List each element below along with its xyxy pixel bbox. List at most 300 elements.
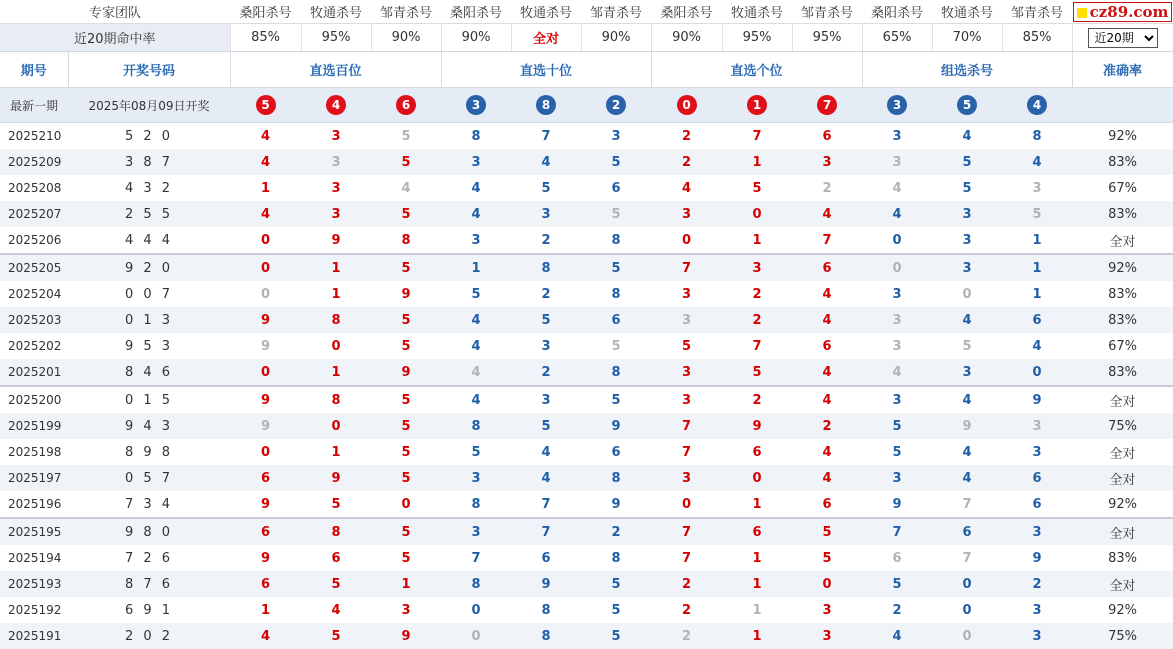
- kill-number: 2: [651, 571, 722, 597]
- draw-number: 4 4 4: [68, 227, 230, 254]
- kill-number: 7: [651, 439, 722, 465]
- ball-cell: [1002, 88, 1072, 123]
- kill-number: 1: [441, 254, 511, 281]
- kill-number: 3: [441, 227, 511, 254]
- kill-number: 4: [862, 201, 932, 227]
- kill-number: 4: [1002, 149, 1072, 175]
- kill-ball: 5: [256, 95, 276, 115]
- hit-rate-row: [0, 24, 1173, 52]
- kill-number: 8: [301, 518, 371, 545]
- kill-number: 9: [862, 491, 932, 518]
- kill-number: 4: [792, 465, 862, 491]
- kill-number: 2: [511, 281, 581, 307]
- kill-number: 0: [932, 571, 1002, 597]
- hit-rate-value: 90%: [371, 24, 441, 52]
- kill-number: 5: [441, 439, 511, 465]
- draw-number: 8 9 8: [68, 439, 230, 465]
- accuracy-value: 67%: [1072, 175, 1173, 201]
- column-header-row: [0, 52, 1173, 88]
- kill-number: 5: [581, 386, 651, 413]
- tens-header: 直选十位: [441, 52, 651, 88]
- kill-number: 8: [581, 359, 651, 386]
- kill-number: 5: [792, 518, 862, 545]
- draw-number: 5 2 0: [68, 123, 230, 150]
- logo-square-icon: [1077, 8, 1087, 18]
- kill-number: 3: [1002, 623, 1072, 649]
- kill-number: 6: [230, 518, 301, 545]
- kill-number: 9: [1002, 545, 1072, 571]
- draw-number: 0 1 5: [68, 386, 230, 413]
- table-row: [0, 571, 1173, 597]
- kill-number: 5: [651, 333, 722, 359]
- accuracy-header: 准确率: [1072, 52, 1173, 88]
- issue-number: 2025191: [0, 623, 68, 649]
- table-row: [0, 254, 1173, 281]
- issue-number: 2025197: [0, 465, 68, 491]
- kill-number: 8: [441, 491, 511, 518]
- expert-team-label: 专家团队: [0, 0, 230, 24]
- kill-number: 1: [230, 597, 301, 623]
- kill-number: 4: [301, 597, 371, 623]
- issue-number: 2025194: [0, 545, 68, 571]
- expert-name: 牧通杀号: [511, 0, 581, 24]
- hit-rate-value: 85%: [1002, 24, 1072, 52]
- accuracy-value: 83%: [1072, 545, 1173, 571]
- kill-number: 9: [1002, 386, 1072, 413]
- kill-number: 9: [230, 307, 301, 333]
- expert-name: 牧通杀号: [722, 0, 792, 24]
- kill-number: 8: [511, 597, 581, 623]
- kill-number: 8: [441, 123, 511, 150]
- expert-name: 桑阳杀号: [862, 0, 932, 24]
- kill-number: 9: [371, 623, 441, 649]
- hit-rate-value: 全对: [511, 24, 581, 52]
- kill-number: 4: [230, 123, 301, 150]
- kill-number-miss: 1: [722, 597, 792, 623]
- kill-number: 1: [301, 439, 371, 465]
- ball-cell: [581, 88, 651, 123]
- kill-ball: 3: [466, 95, 486, 115]
- issue-number: 2025202: [0, 333, 68, 359]
- kill-number-miss: 0: [932, 281, 1002, 307]
- hit-rate-value: 65%: [862, 24, 932, 52]
- hit-rate-value: 95%: [792, 24, 862, 52]
- expert-name: 桑阳杀号: [441, 0, 511, 24]
- kill-number-miss: 2: [651, 623, 722, 649]
- kill-number: 9: [722, 413, 792, 439]
- accuracy-value: 92%: [1072, 123, 1173, 150]
- hit-rate-value: 95%: [301, 24, 371, 52]
- accuracy-value: 全对: [1072, 465, 1173, 491]
- issue-number: 2025196: [0, 491, 68, 518]
- kill-number: 3: [722, 254, 792, 281]
- kill-number: 3: [932, 254, 1002, 281]
- expert-name: 邹青杀号: [1002, 0, 1072, 24]
- kill-number: 0: [230, 254, 301, 281]
- site-logo-text: cz89.com: [1090, 3, 1169, 21]
- accuracy-value: 全对: [1072, 518, 1173, 545]
- kill-number-miss: 5: [581, 333, 651, 359]
- kill-number: 3: [1002, 439, 1072, 465]
- accuracy-value: 83%: [1072, 359, 1173, 386]
- draw-number: 0 5 7: [68, 465, 230, 491]
- kill-number-miss: 4: [441, 359, 511, 386]
- kill-number: 2: [792, 413, 862, 439]
- kill-number: 6: [511, 545, 581, 571]
- kill-number: 8: [511, 623, 581, 649]
- hit-rate-label: 近20期命中率: [0, 24, 230, 52]
- accuracy-value: 92%: [1072, 491, 1173, 518]
- table-row: [0, 545, 1173, 571]
- issue-header: 期号: [0, 52, 68, 88]
- kill-number: 4: [230, 149, 301, 175]
- accuracy-value: 全对: [1072, 386, 1173, 413]
- ball-cell: [722, 88, 792, 123]
- kill-number: 6: [581, 175, 651, 201]
- kill-number: 9: [230, 386, 301, 413]
- accuracy-value: 全对: [1072, 571, 1173, 597]
- kill-number-miss: 9: [932, 413, 1002, 439]
- kill-number: 2: [651, 149, 722, 175]
- kill-number: 3: [651, 465, 722, 491]
- kill-number: 3: [511, 333, 581, 359]
- expert-name: 邹青杀号: [371, 0, 441, 24]
- kill-number: 6: [792, 123, 862, 150]
- kill-ball: 0: [677, 95, 697, 115]
- kill-number: 8: [581, 545, 651, 571]
- kill-number: 9: [301, 227, 371, 254]
- kill-number: 4: [441, 333, 511, 359]
- kill-number: 5: [862, 439, 932, 465]
- kill-number-miss: 5: [581, 201, 651, 227]
- kill-number: 4: [792, 386, 862, 413]
- kill-number: 7: [441, 545, 511, 571]
- kill-number: 2: [722, 307, 792, 333]
- kill-number-miss: 5: [1002, 201, 1072, 227]
- accuracy-value: 67%: [1072, 333, 1173, 359]
- kill-number: 5: [371, 439, 441, 465]
- kill-number: 6: [301, 545, 371, 571]
- kill-number: 2: [651, 123, 722, 150]
- kill-number: 7: [511, 518, 581, 545]
- issue-number: 2025201: [0, 359, 68, 386]
- ball-cell: [511, 88, 581, 123]
- table-row: [0, 149, 1173, 175]
- table-row: [0, 175, 1173, 201]
- kill-number: 5: [371, 386, 441, 413]
- expert-name: 邹青杀号: [792, 0, 862, 24]
- kill-number: 0: [651, 227, 722, 254]
- kill-number: 4: [230, 623, 301, 649]
- kill-number: 3: [441, 465, 511, 491]
- kill-number: 5: [371, 545, 441, 571]
- draw-number: 0 0 7: [68, 281, 230, 307]
- accuracy-value: 83%: [1072, 307, 1173, 333]
- kill-number: 0: [792, 571, 862, 597]
- kill-number: 6: [230, 571, 301, 597]
- kill-number: 4: [792, 281, 862, 307]
- hit-rate-value: 85%: [230, 24, 301, 52]
- issue-number: 2025209: [0, 149, 68, 175]
- table-row: [0, 307, 1173, 333]
- kill-number: 1: [722, 623, 792, 649]
- kill-number: 0: [230, 359, 301, 386]
- kill-number: 2: [862, 597, 932, 623]
- draw-number: 8 7 6: [68, 571, 230, 597]
- issue-number: 2025208: [0, 175, 68, 201]
- kill-number: 2: [1002, 571, 1072, 597]
- kill-number: 6: [1002, 465, 1072, 491]
- period-select[interactable]: [1088, 28, 1158, 48]
- units-header: 直选个位: [651, 52, 862, 88]
- kill-number: 1: [371, 571, 441, 597]
- kill-number: 2: [651, 597, 722, 623]
- kill-number: 2: [722, 281, 792, 307]
- kill-number-miss: 3: [651, 307, 722, 333]
- draw-number: 6 9 1: [68, 597, 230, 623]
- kill-number: 3: [932, 201, 1002, 227]
- kill-number: 3: [792, 149, 862, 175]
- kill-number: 5: [862, 571, 932, 597]
- kill-number: 1: [301, 281, 371, 307]
- kill-number: 5: [371, 254, 441, 281]
- kill-number-miss: 3: [301, 149, 371, 175]
- expert-name: 桑阳杀号: [651, 0, 722, 24]
- kill-number: 3: [1002, 597, 1072, 623]
- kill-number: 3: [862, 123, 932, 150]
- kill-number: 8: [581, 227, 651, 254]
- draw-number: 9 5 3: [68, 333, 230, 359]
- kill-number: 0: [301, 333, 371, 359]
- group-kill-header: 组选杀号: [862, 52, 1072, 88]
- issue-number: 2025200: [0, 386, 68, 413]
- kill-number: 6: [230, 465, 301, 491]
- kill-number-miss: 5: [371, 123, 441, 150]
- ball-cell: [441, 88, 511, 123]
- kill-number: 4: [511, 465, 581, 491]
- kill-number: 0: [651, 491, 722, 518]
- kill-number: 3: [862, 465, 932, 491]
- kill-number: 7: [511, 123, 581, 150]
- issue-number: 2025205: [0, 254, 68, 281]
- kill-number-miss: 2: [792, 175, 862, 201]
- kill-number: 1: [722, 149, 792, 175]
- table-row: [0, 281, 1173, 307]
- hit-rate-value: 90%: [651, 24, 722, 52]
- kill-number: 7: [651, 518, 722, 545]
- kill-number: 3: [792, 623, 862, 649]
- kill-number-miss: 3: [862, 333, 932, 359]
- hit-rate-value: 70%: [932, 24, 1002, 52]
- kill-number: 2: [511, 227, 581, 254]
- kill-number: 5: [932, 175, 1002, 201]
- kill-number: 0: [441, 597, 511, 623]
- kill-number-miss: 7: [932, 545, 1002, 571]
- kill-number: 0: [230, 227, 301, 254]
- table-row: [0, 439, 1173, 465]
- kill-number: 3: [441, 518, 511, 545]
- kill-number: 3: [651, 386, 722, 413]
- kill-number-miss: 6: [862, 545, 932, 571]
- draw-number: 0 1 3: [68, 307, 230, 333]
- hundreds-header: 直选百位: [230, 52, 441, 88]
- kill-ball: 2: [606, 95, 626, 115]
- draw-number: 9 8 0: [68, 518, 230, 545]
- kill-number: 4: [792, 201, 862, 227]
- kill-ball: 1: [747, 95, 767, 115]
- kill-number-miss: 4: [862, 359, 932, 386]
- kill-number: 5: [371, 149, 441, 175]
- kill-number: 9: [371, 359, 441, 386]
- ball-cell: [792, 88, 862, 123]
- table-row: [0, 386, 1173, 413]
- accuracy-value: 全对: [1072, 439, 1173, 465]
- kill-number: 9: [230, 491, 301, 518]
- kill-number: 1: [230, 175, 301, 201]
- issue-number: 2025198: [0, 439, 68, 465]
- kill-number: 1: [1002, 227, 1072, 254]
- draw-number: 2 5 5: [68, 201, 230, 227]
- kill-number-miss: 9: [230, 413, 301, 439]
- draw-number: 8 4 6: [68, 359, 230, 386]
- kill-number: 4: [792, 307, 862, 333]
- kill-number: 4: [932, 465, 1002, 491]
- kill-number: 5: [371, 333, 441, 359]
- kill-number: 3: [651, 201, 722, 227]
- kill-number: 4: [441, 201, 511, 227]
- kill-number: 4: [441, 307, 511, 333]
- kill-ball: 5: [957, 95, 977, 115]
- kill-number-miss: 7: [932, 491, 1002, 518]
- draw-number: 7 3 4: [68, 491, 230, 518]
- kill-number: 7: [651, 413, 722, 439]
- kill-number: 9: [301, 465, 371, 491]
- kill-ball: 3: [887, 95, 907, 115]
- kill-number: 4: [511, 439, 581, 465]
- kill-number: 3: [651, 359, 722, 386]
- issue-number: 2025192: [0, 597, 68, 623]
- kill-ball: 6: [396, 95, 416, 115]
- kill-number-miss: 3: [862, 307, 932, 333]
- kill-number: 0: [371, 491, 441, 518]
- kill-number: 8: [441, 571, 511, 597]
- kill-number: 4: [511, 149, 581, 175]
- kill-number: 6: [792, 254, 862, 281]
- kill-number: 5: [301, 491, 371, 518]
- kill-number: 6: [722, 518, 792, 545]
- kill-number: 1: [1002, 254, 1072, 281]
- kill-number: 5: [862, 413, 932, 439]
- site-logo[interactable]: [1072, 0, 1173, 24]
- latest-label: 最新一期: [0, 88, 68, 123]
- kill-number: 7: [862, 518, 932, 545]
- ball-cell: [230, 88, 301, 123]
- table-row: [0, 465, 1173, 491]
- table-row: [0, 623, 1173, 649]
- kill-number: 9: [230, 545, 301, 571]
- ball-cell: [651, 88, 722, 123]
- kill-number: 3: [441, 149, 511, 175]
- kill-number-miss: 3: [1002, 175, 1072, 201]
- kill-number: 5: [581, 254, 651, 281]
- kill-number: 3: [371, 597, 441, 623]
- kill-number: 9: [581, 413, 651, 439]
- kill-number: 1: [722, 491, 792, 518]
- draw-number: 4 3 2: [68, 175, 230, 201]
- latest-accuracy-empty: [1072, 88, 1173, 123]
- kill-number: 1: [722, 227, 792, 254]
- draw-number: 7 2 6: [68, 545, 230, 571]
- accuracy-value: 83%: [1072, 149, 1173, 175]
- kill-number: 6: [1002, 307, 1072, 333]
- kill-number: 0: [301, 413, 371, 439]
- kill-number-miss: 0: [230, 281, 301, 307]
- kill-number: 5: [792, 545, 862, 571]
- kill-number: 8: [301, 386, 371, 413]
- ball-cell: [371, 88, 441, 123]
- kill-number: 3: [932, 359, 1002, 386]
- kill-number: 5: [722, 359, 792, 386]
- kill-number: 4: [862, 623, 932, 649]
- kill-number: 4: [441, 386, 511, 413]
- issue-number: 2025207: [0, 201, 68, 227]
- kill-number: 9: [511, 571, 581, 597]
- kill-number: 5: [581, 149, 651, 175]
- kill-number: 4: [651, 175, 722, 201]
- table-row: [0, 227, 1173, 254]
- accuracy-value: 92%: [1072, 597, 1173, 623]
- table-row: [0, 491, 1173, 518]
- ball-cell: [862, 88, 932, 123]
- kill-number: 0: [230, 439, 301, 465]
- kill-number: 5: [371, 518, 441, 545]
- expert-name: 牧通杀号: [932, 0, 1002, 24]
- kill-number: 7: [722, 123, 792, 150]
- kill-ball: 8: [536, 95, 556, 115]
- issue-number: 2025195: [0, 518, 68, 545]
- kill-number: 4: [932, 386, 1002, 413]
- table-row: [0, 597, 1173, 623]
- kill-number: 3: [301, 201, 371, 227]
- kill-number: 5: [722, 175, 792, 201]
- period-select-cell: [1072, 24, 1173, 52]
- kill-ball: 4: [326, 95, 346, 115]
- kill-number: 8: [511, 254, 581, 281]
- kill-number: 5: [932, 149, 1002, 175]
- kill-number: 1: [722, 545, 792, 571]
- kill-number: 6: [581, 439, 651, 465]
- kill-number: 5: [441, 281, 511, 307]
- kill-number: 3: [862, 281, 932, 307]
- expert-name: 牧通杀号: [301, 0, 371, 24]
- kill-number: 6: [792, 491, 862, 518]
- kill-number: 6: [932, 518, 1002, 545]
- expert-name: 邹青杀号: [581, 0, 651, 24]
- hit-rate-value: 90%: [441, 24, 511, 52]
- table-row: [0, 333, 1173, 359]
- issue-number: 2025204: [0, 281, 68, 307]
- kill-number: 7: [792, 227, 862, 254]
- kill-number: 5: [511, 307, 581, 333]
- kill-number: 9: [581, 491, 651, 518]
- kill-number: 8: [581, 281, 651, 307]
- kill-number-miss: 4: [862, 175, 932, 201]
- draw-number: 9 2 0: [68, 254, 230, 281]
- kill-number: 7: [722, 333, 792, 359]
- kill-number: 4: [230, 201, 301, 227]
- table-row: [0, 201, 1173, 227]
- history-rows: [0, 123, 1173, 649]
